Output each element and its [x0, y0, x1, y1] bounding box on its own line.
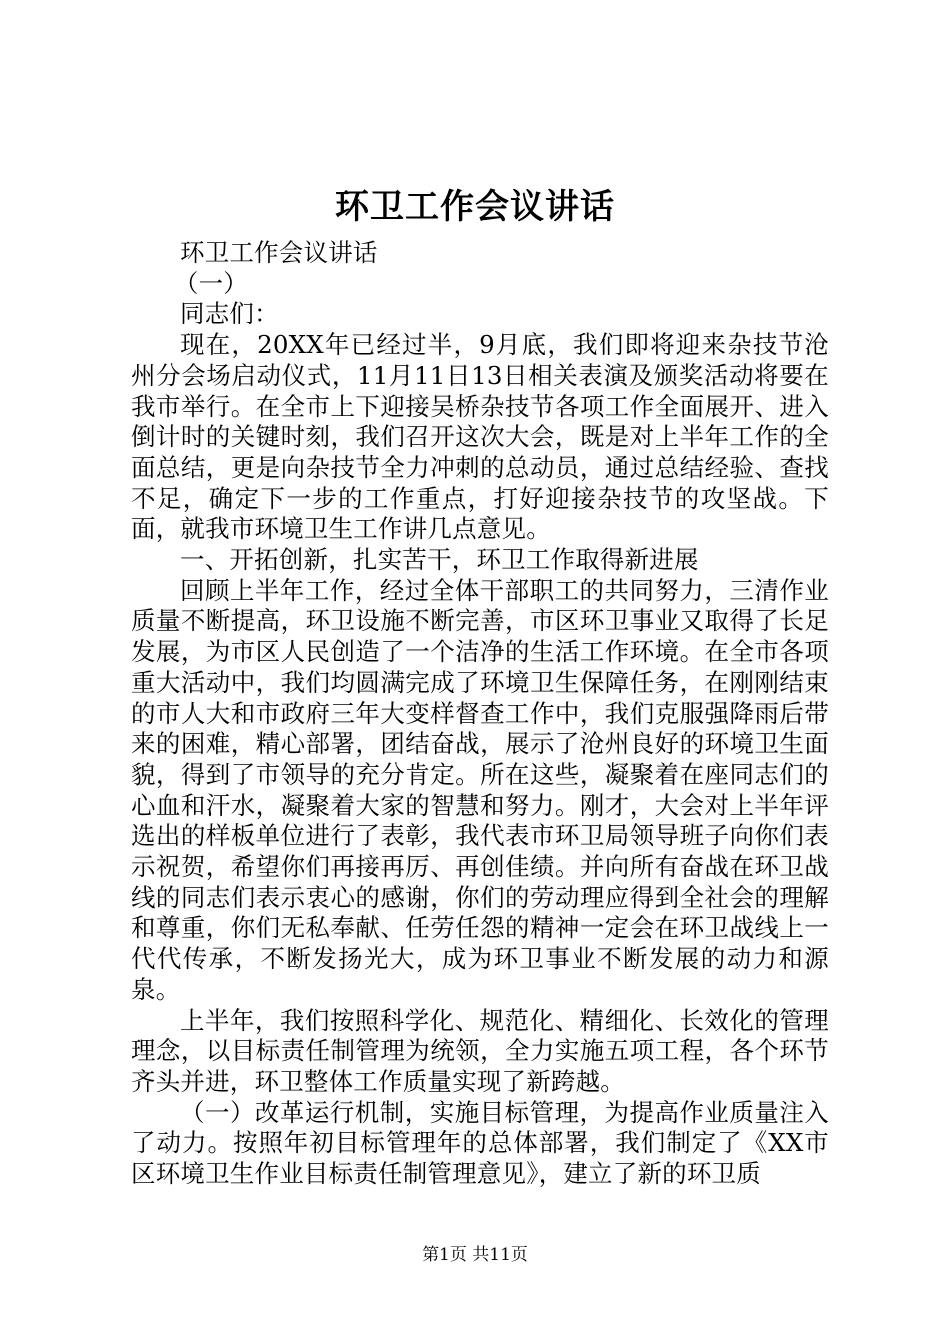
paragraph-subsection-one: （一）改革运行机制，实施目标管理，为提高作业质量注入了动力。按照年初目标管理年的总体部署，我们制定了《XX市区环境卫生作业目标责任制管理意见》，建立了新的环卫质	[131, 1097, 829, 1189]
paragraph-review: 回顾上半年工作，经过全体干部职工的共同努力，三清作业质量不断提高，环卫设施不断完善，市区环卫事业又取得了长足发展，为市区人民创造了一个洁净的生活工作环境。在全市各项重大活动中，我们均圆满完成了环境卫生保障任务，在刚刚结束的市人大和市政府三年大变样督查工作中，我们克服强降雨后带来的困难，精心部署，团结奋战，展示了沧州良好的环境卫生面貌，得到了市领导的充分肯定。所在这些，凝聚着在座同志们的心血和汗水，凝聚着大家的智慧和努力。刚才，大会对上半年评选出的样板单位进行了表彰，我代表市环卫局领导班子向你们表示祝贺，希望你们再接再厉、再创佳绩。并向所有奋战在环卫战线的同志们表示衷心的感谢，你们的劳动理应得到全社会的理解和尊重，你们无私奉献、任劳任怨的精神一定会在环卫战线上一代代传承，不断发扬光大，成为环卫事业不断发展的动力和源泉。	[131, 575, 829, 1004]
paragraph-intro: 现在，20XX年已经过半，9月底，我们即将迎来杂技节沧州分会场启动仪式，11月11日13日相关表演及颁奖活动将要在我市举行。在全市上下迎接吴桥杂技节各项工作全面展开、进入倒计时的关键时刻，我们召开这次大会，既是对上半年工作的全面总结，更是向杂技节全力冲刺的总动员，通过总结经验、查找不足，确定下一步的工作重点，打好迎接杂技节的攻坚战。下面，就我市环境卫生工作讲几点意见。	[131, 330, 829, 544]
salutation: 同志们：	[180, 299, 279, 329]
page-footer: 第1页 共11页	[422, 1245, 528, 1265]
section-number: （一）	[173, 268, 248, 298]
section-heading: 一、开拓创新，扎实苦干，环卫工作取得新进展	[180, 545, 699, 575]
document-title: 环卫工作会议讲话	[335, 187, 615, 227]
paragraph-first-half: 上半年，我们按照科学化、规范化、精细化、长效化的管理理念，以目标责任制管理为统领，全力实施五项工程，各个环节齐头并进，环卫整体工作质量实现了新跨越。	[131, 1005, 829, 1096]
document-body	[131, 238, 829, 1190]
subtitle-line: 环卫工作会议讲话	[180, 238, 378, 267]
